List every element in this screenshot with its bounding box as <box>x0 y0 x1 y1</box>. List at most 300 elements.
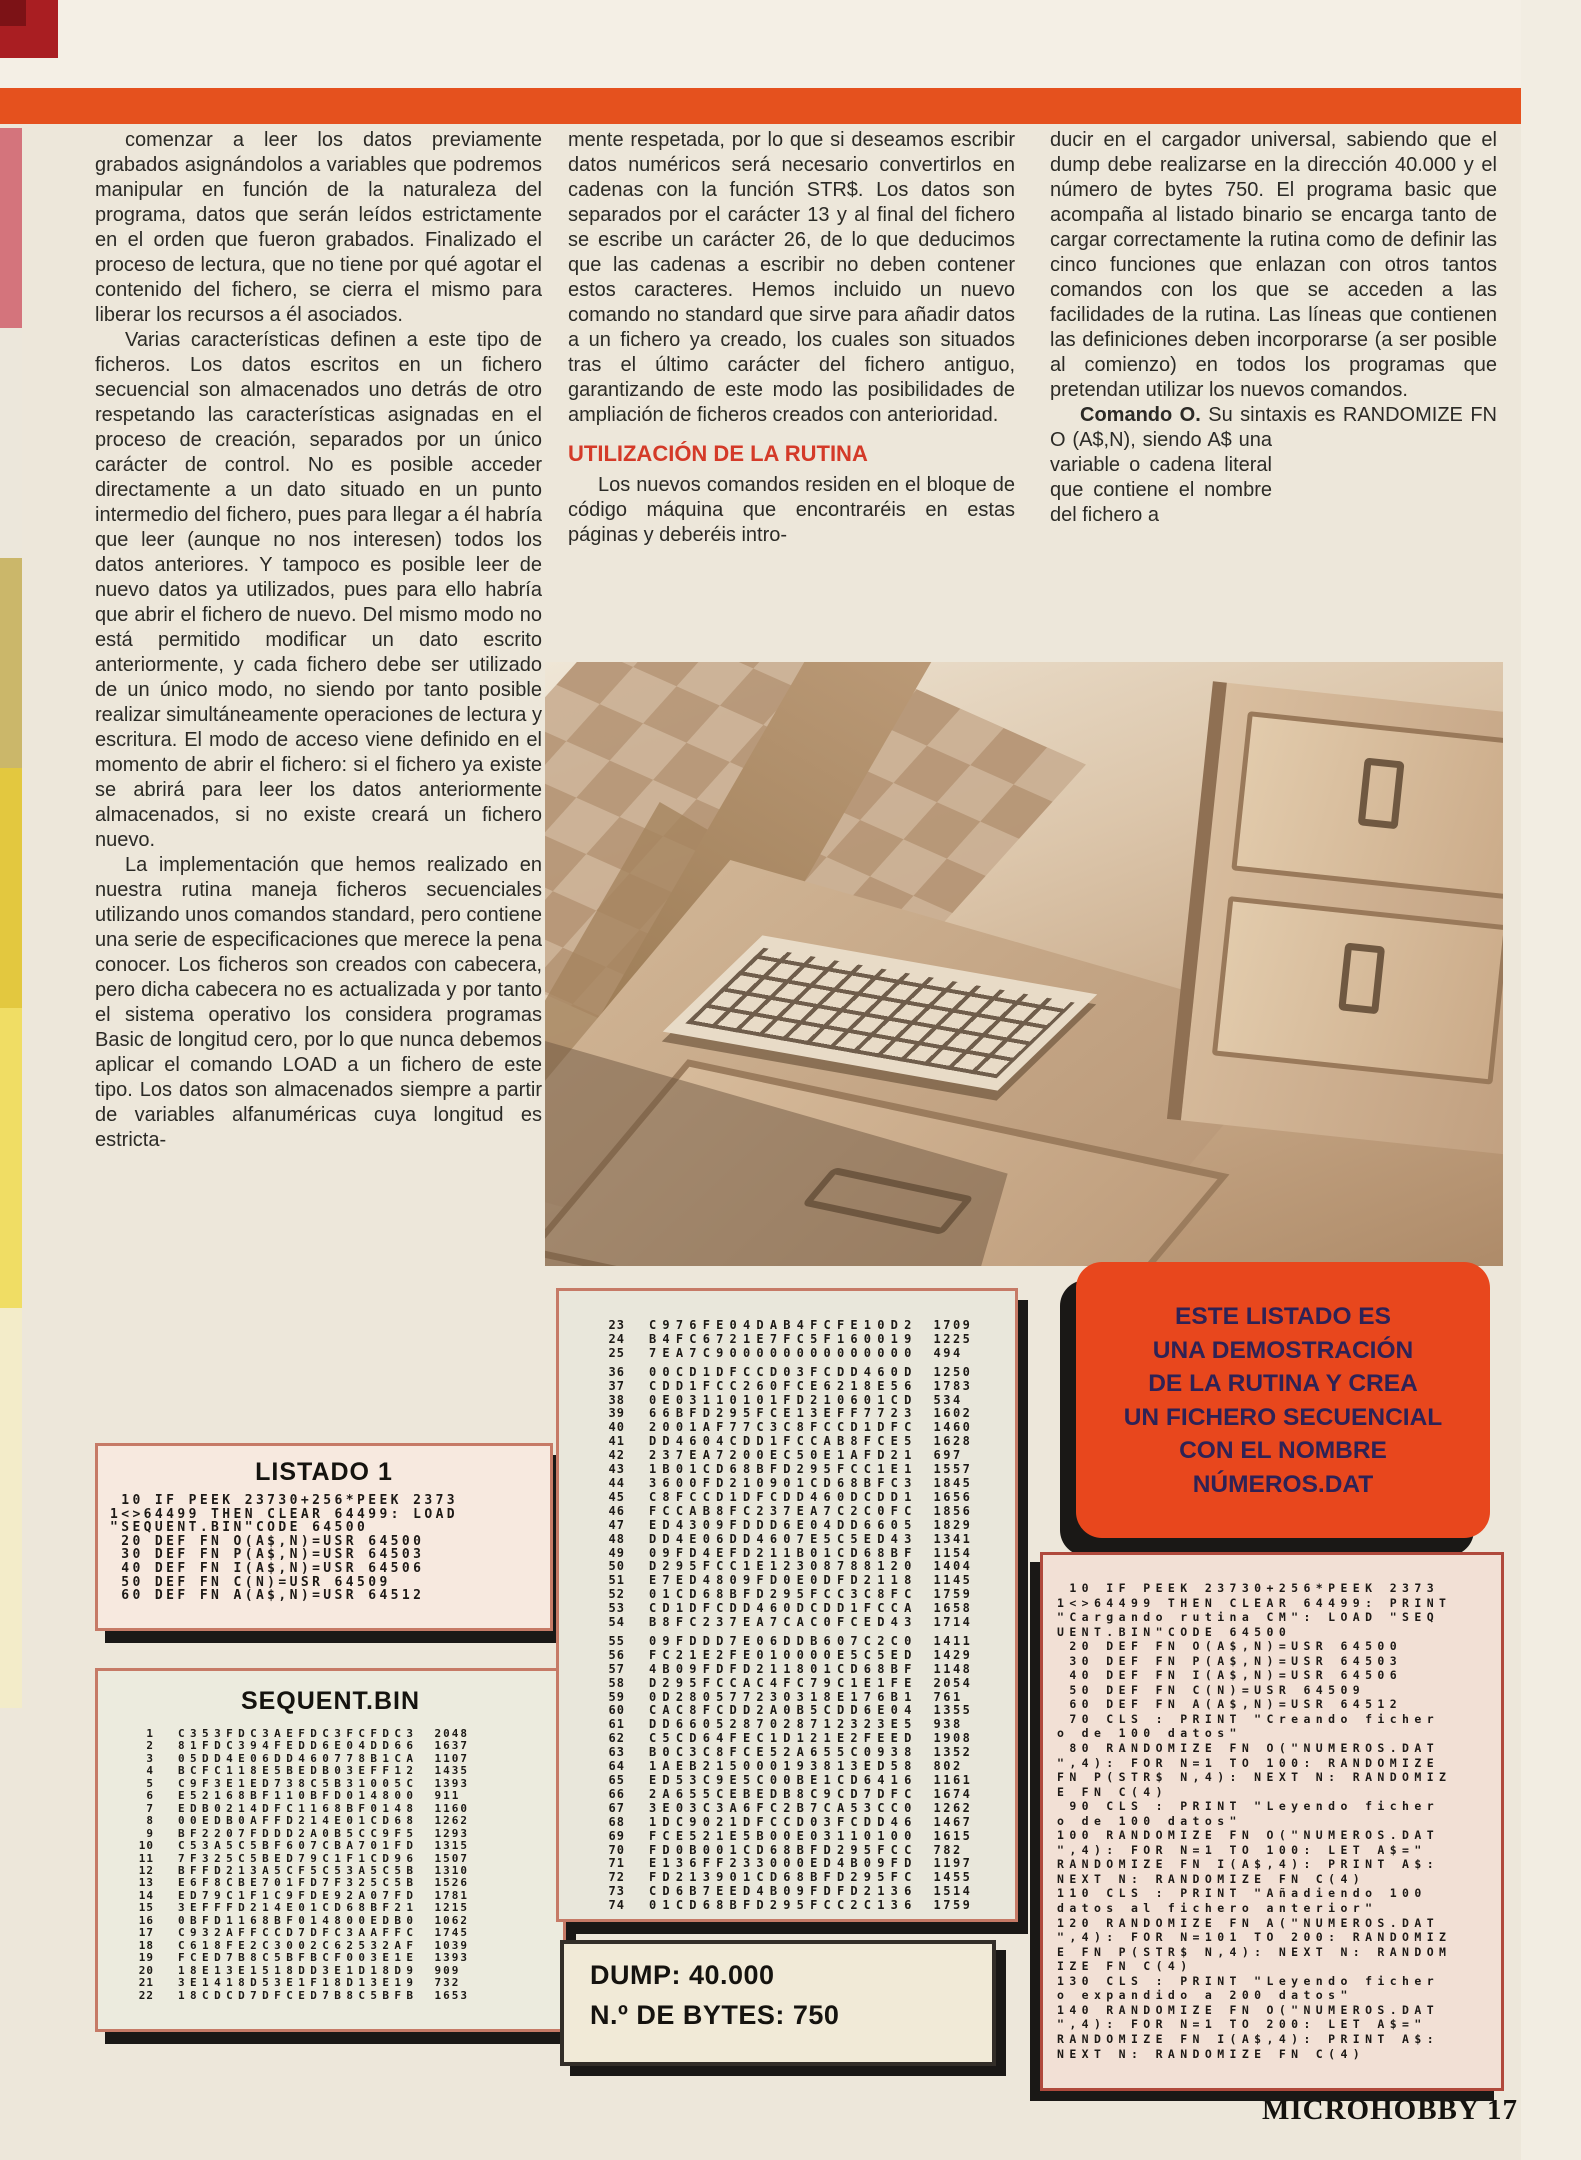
row-number: 15 <box>138 1901 154 1915</box>
row-number: 1 <box>146 1727 154 1740</box>
row-number: 50 <box>608 1559 625 1574</box>
row-checksum: 732 <box>434 1976 461 1990</box>
code-line: 120 RANDOMIZE FN A("NUMEROS.DAT <box>1057 1915 1440 1930</box>
row-number: 4 <box>146 1764 154 1778</box>
row-number: 9 <box>146 1826 154 1840</box>
row-checksum: 1225 <box>933 1331 973 1346</box>
hex-dump-row <box>589 1463 1015 1477</box>
row-hex: C932AFFCCD7DFC3AAFFC <box>178 1926 419 1940</box>
listado1-title: LISTADO 1 <box>255 1458 393 1486</box>
row-hex: 18CDCD7DFCED7B8C5BFB <box>178 1988 419 2002</box>
code-line: 140 RANDOMIZE FN O("NUMEROS.DAT <box>1057 2002 1440 2017</box>
row-checksum: 1653 <box>434 1988 469 2002</box>
row-checksum: 1759 <box>933 1898 973 1913</box>
row-number: 36 <box>608 1364 625 1379</box>
hex-dump-row <box>589 1760 1015 1774</box>
row-checksum: 1341 <box>933 1531 973 1546</box>
row-checksum: 938 <box>933 1717 963 1732</box>
row-number: 56 <box>608 1647 625 1662</box>
code-line: 60 DEF FN A(A$,N)=USR 64512 <box>110 1588 425 1604</box>
row-number: 3 <box>146 1751 154 1765</box>
row-number: 65 <box>608 1773 625 1787</box>
hex-dump-row <box>589 1732 1015 1746</box>
row-number: 7 <box>146 1801 154 1815</box>
top-margin-band <box>0 0 1581 88</box>
row-hex: 0D280577230318E176B1 <box>649 1689 918 1704</box>
row-number: 62 <box>608 1731 625 1746</box>
dump-address-line: DUMP: 40.000 <box>590 1960 775 1990</box>
row-checksum: 1507 <box>434 1851 469 1865</box>
hex-dump-row <box>589 1635 1015 1649</box>
edge-strip-yellow <box>0 768 22 1008</box>
photo-drawer-top <box>1231 711 1503 900</box>
row-checksum: 1148 <box>933 1661 973 1676</box>
row-number: 73 <box>608 1884 625 1899</box>
hex-dump-row <box>589 1435 1015 1449</box>
row-checksum: 1455 <box>933 1870 973 1885</box>
row-hex: FCE521E5B00E03110100 <box>649 1828 918 1843</box>
row-checksum: 1315 <box>434 1839 469 1853</box>
row-hex: FC21E2FE010000E5C5ED <box>649 1647 918 1662</box>
row-number: 40 <box>608 1420 625 1435</box>
row-number: 46 <box>608 1503 625 1518</box>
hex-dump-row <box>589 1366 1015 1380</box>
edge-strip-gold <box>0 1008 22 1308</box>
row-checksum: 1856 <box>933 1503 973 1518</box>
column-2 <box>568 128 1015 548</box>
hex-dump-row <box>589 1718 1015 1732</box>
row-number: 5 <box>146 1776 154 1790</box>
row-hex: C5CD64FEC1D121E2FEED <box>649 1731 918 1746</box>
row-hex: BF2207FDDD2A0B5CC9F5 <box>178 1826 419 1840</box>
code-line: "Cargando rutina CM": LOAD "SEQ <box>1057 1610 1440 1625</box>
row-number: 16 <box>138 1913 154 1927</box>
row-hex: DD6605287028712323E5 <box>649 1717 918 1732</box>
row-number: 17 <box>138 1926 154 1940</box>
row-checksum: 1429 <box>933 1647 973 1662</box>
row-checksum: 1615 <box>933 1828 973 1843</box>
row-checksum: 1714 <box>933 1615 973 1630</box>
row-hex: 00CD1DFCCD03FCDD460D <box>649 1364 918 1379</box>
code-line: ",4): FOR N=1 TO 100: RANDOMIZE <box>1057 1755 1440 1770</box>
row-hex: CAC8FCDD2A0B5CDD6E04 <box>649 1703 918 1718</box>
row-hex: C976FE04DAB4FCFE10D2 <box>649 1318 918 1332</box>
body-paragraph: Varias características definen a este tipo de ficheros. Los datos escritos en un fichero secuencial son almacenados uno detrás de otro respetando las características asignadas en el proceso de creación, separados por un único carácter de control. No es posible acceder directamente a un dato situado en un punto intermedio del fichero, pues para llegar a él habría que leer (aunque no nos interesen) todos los datos anteriores. Y tampoco es posible leer de nuevo datos ya utilizados, pues para ello habría que abrir el fichero de nuevo. Del mismo modo no está permitido modificar un dato escrito anteriormente, y cada fichero debe ser utilizado de un único modo, no siendo por tanto posible realizar simultáneamente operaciones de lectura y escritura. El modo de acceso viene definido en el momento de abrir el fichero: si el fichero ya existe se abrirá para leer los datos anteriormente almacenados, si no existe creará un fichero nuevo. <box>95 329 542 851</box>
code-line: 40 DEF FN I(A$,N)=USR 64506 <box>1057 1668 1403 1683</box>
row-checksum: 1145 <box>933 1573 973 1588</box>
body-paragraph: Los nuevos comandos residen en el bloque de código máquina que encontraréis en estas páginas y deberéis intro- <box>568 474 1015 546</box>
code-line: o de 100 datos" <box>1057 1813 1242 1828</box>
code-line: FN P(STR$ N,4): NEXT N: RANDOMIZ <box>1057 1770 1452 1785</box>
hex-dump-row <box>589 1830 1015 1844</box>
row-hex: 66BFD295FCE13EFF7723 <box>649 1406 918 1421</box>
row-hex: 00EDB0AFFD214E01CD68 <box>178 1814 419 1828</box>
red-corner-inner <box>0 0 26 26</box>
row-checksum: 697 <box>933 1448 963 1463</box>
row-checksum: 1039 <box>434 1938 469 1952</box>
body-paragraph-comando <box>1050 403 1497 528</box>
hex-dump-row <box>589 1505 1015 1519</box>
row-checksum: 1197 <box>933 1856 973 1871</box>
row-checksum: 1759 <box>933 1587 973 1602</box>
row-hex: BCFC118E5BEDB03EFF12 <box>178 1764 419 1778</box>
code-line: 90 CLS : PRINT "Leyendo ficher <box>1057 1799 1440 1814</box>
row-hex: 1B01CD68BFD295FCC1E1 <box>649 1462 918 1477</box>
row-checksum: 2048 <box>434 1727 469 1740</box>
row-hex: 01CD68BFD295FCC2C136 <box>649 1898 918 1913</box>
row-hex: 3E1418D53E1F18D13E19 <box>178 1976 419 1990</box>
hex-dump-row <box>589 1333 1015 1347</box>
code-line: 50 DEF FN C(N)=USR 64509 <box>110 1574 391 1590</box>
row-number: 70 <box>608 1842 625 1857</box>
code-line: 80 RANDOMIZE FN O("NUMEROS.DAT <box>1057 1741 1440 1756</box>
code-line: "SEQUENT.BIN"CODE 64500 <box>110 1520 369 1536</box>
hex-dump-row <box>589 1677 1015 1691</box>
row-number: 59 <box>608 1689 625 1704</box>
row-checksum: 1845 <box>933 1475 973 1490</box>
edge-strip-pink <box>0 128 22 328</box>
row-checksum: 761 <box>933 1689 963 1704</box>
row-number: 37 <box>608 1378 625 1393</box>
row-checksum: 782 <box>933 1842 963 1857</box>
promo-line: ESTE LISTADO ES <box>1175 1303 1391 1330</box>
body-paragraph: comenzar a leer los datos previamente grabados asignándolos a variables que podremos manipular en función de la naturaleza del programa, datos que serán leídos estrictamente en el orden que fueron grabados. Finalizado el proceso de lectura, que no tiene por qué agotar el contenido del fichero, se cierra el mismo para liberar los recursos a él asociados. <box>95 129 542 326</box>
edge-strip-khaki <box>0 558 22 768</box>
row-checksum: 911 <box>434 1789 461 1803</box>
photo-cabinet <box>1167 681 1503 1155</box>
row-number: 53 <box>608 1601 625 1616</box>
row-hex: E136FF233000ED4B09FD <box>649 1856 918 1871</box>
hex-dump-row <box>589 1746 1015 1760</box>
row-number: 67 <box>608 1800 625 1815</box>
hex-dump-row <box>589 1519 1015 1533</box>
hex-dump-row <box>589 1491 1015 1505</box>
hex-dump-row <box>589 1649 1015 1663</box>
row-number: 19 <box>138 1951 154 1965</box>
code-line: 110 CLS : PRINT "Añadiendo 100 <box>1057 1886 1427 1901</box>
row-checksum: 494 <box>933 1345 963 1360</box>
row-checksum: 1435 <box>434 1764 469 1778</box>
row-checksum: 1062 <box>434 1913 469 1927</box>
row-number: 71 <box>608 1856 625 1871</box>
hex-dump-row <box>124 1927 563 1939</box>
photo-drawer-handle-icon <box>1358 758 1405 830</box>
row-checksum: 1411 <box>933 1633 973 1648</box>
row-number: 2 <box>146 1739 154 1753</box>
hex-dump-row <box>589 1319 1015 1333</box>
row-number: 23 <box>608 1318 625 1332</box>
row-number: 61 <box>608 1717 625 1732</box>
row-checksum: 1514 <box>933 1884 973 1899</box>
body-paragraph: ducir en el cargador universal, sabiendo que el dump debe realizarse en la dirección 40.000 y el número de bytes 750. El programa basic que acompaña al listado binario se encarga tanto de cargar correctamente la rutina como de definir las cinco funciones que enlazan con otros tantos comandos con los que se acceden a las facilidades de la rutina. Las líneas que contienen las definiciones deben incorporarse (a ser posible al comienzo) en todos los programas que pretendan utilizar los nuevos comandos. <box>1050 129 1497 401</box>
row-checksum: 2054 <box>933 1675 973 1690</box>
row-hex: 3EFFFD214E01CD68BF21 <box>178 1901 419 1915</box>
row-hex: CD1DFCDD460DCDD1FCCA <box>649 1601 918 1616</box>
demo-listing-code <box>1043 1555 1501 2061</box>
row-hex: B8FC237EA7CAC0FCED43 <box>649 1615 918 1630</box>
promo-box <box>1076 1262 1490 1538</box>
row-number: 55 <box>608 1633 625 1648</box>
row-checksum: 1352 <box>933 1745 973 1760</box>
row-number: 38 <box>608 1392 625 1407</box>
code-line: 50 DEF FN C(N)=USR 64509 <box>1057 1682 1366 1697</box>
row-checksum: 1781 <box>434 1888 469 1902</box>
hex-dump-row <box>589 1844 1015 1858</box>
code-line: 60 DEF FN A(A$,N)=USR 64512 <box>1057 1697 1403 1712</box>
hex-dump-row <box>589 1663 1015 1677</box>
section-heading: UTILIZACIÓN DE LA RUTINA <box>568 441 868 466</box>
row-checksum: 1557 <box>933 1462 973 1477</box>
row-checksum: 1829 <box>933 1517 973 1532</box>
row-number: 45 <box>608 1489 625 1504</box>
body-paragraph: La implementación que hemos realizado en nuestra rutina maneja ficheros secuenciales utilizando unos comandos standard, pero contiene una serie de especificaciones que merece la pena conocer. Los ficheros son creados con cabecera, pero dicha cabecera no es actualizada y por tanto el sistema operativo los considera programas Basic de longitud cero, por lo que nunca debemos aplicar el comando LOAD a un fichero de este tipo. Los datos son almacenados siempre a partir de variables alfanuméricas cuya longitud es estricta- <box>95 854 542 1151</box>
code-line: ",4): FOR N=1 TO 200: LET A$=" <box>1057 2017 1427 2032</box>
row-number: 43 <box>608 1462 625 1477</box>
row-number: 11 <box>138 1851 154 1865</box>
row-checksum: 1154 <box>933 1545 973 1560</box>
row-hex: C618FE2C3002C62532AF <box>178 1938 419 1952</box>
hex-dump-row <box>124 1815 563 1827</box>
row-number: 63 <box>608 1745 625 1760</box>
row-hex: D295FCC1E12308788120 <box>649 1559 918 1574</box>
row-checksum: 1745 <box>434 1926 469 1940</box>
row-number: 10 <box>138 1839 154 1853</box>
row-hex: EDB0214DFC1168BF0148 <box>178 1801 419 1815</box>
row-number: 20 <box>138 1963 154 1977</box>
row-number: 51 <box>608 1573 625 1588</box>
row-hex: CDD1FCC260FCE6218E56 <box>649 1378 918 1393</box>
row-number: 42 <box>608 1448 625 1463</box>
code-line: datos al fichero anterior" <box>1057 1901 1378 1916</box>
row-number: 12 <box>138 1863 154 1877</box>
row-number: 47 <box>608 1517 625 1532</box>
row-hex: ED53C9E5C00BE1CD6416 <box>649 1773 918 1787</box>
row-checksum: 1658 <box>933 1601 973 1616</box>
sequent-bin-title: SEQUENT.BIN <box>240 1687 421 1715</box>
row-hex: 4B09FDFD211801CD68BF <box>649 1661 918 1676</box>
row-number: 22 <box>138 1988 154 2002</box>
row-number: 60 <box>608 1703 625 1718</box>
row-hex: FCED7B8C5BFBCF003E1E <box>178 1951 419 1965</box>
row-checksum: 1460 <box>933 1420 973 1435</box>
hex-dump-box <box>556 1288 1018 1922</box>
row-number: 6 <box>146 1789 154 1803</box>
row-number: 8 <box>146 1814 154 1828</box>
hex-dump-row <box>589 1380 1015 1394</box>
hex-dump-row <box>589 1704 1015 1718</box>
row-hex: 0BFD1168BF014800EDB0 <box>178 1913 419 1927</box>
row-hex: 81FDC394FEDD6E04DD66 <box>178 1739 419 1753</box>
row-hex: E52168BF110BFD014800 <box>178 1789 419 1803</box>
row-number: 14 <box>138 1888 154 1902</box>
row-number: 69 <box>608 1828 625 1843</box>
code-line: 30 DEF FN P(A$,N)=USR 64503 <box>110 1547 425 1563</box>
code-line: o de 100 datos" <box>1057 1726 1242 1741</box>
row-hex: 09FDDD7E06DDB607C2C0 <box>649 1633 918 1648</box>
hex-dump-row <box>124 1840 563 1852</box>
dump-bytes-line: N.º DE BYTES: 750 <box>590 2000 840 2030</box>
hex-dump-row <box>124 1765 563 1777</box>
orange-header-bar <box>0 88 1581 124</box>
listado1-code <box>98 1487 550 1603</box>
code-line: ",4): FOR N=101 TO 200: RANDOMIZ <box>1057 1930 1452 1945</box>
promo-line: UNA DEMOSTRACIÓN <box>1152 1336 1414 1364</box>
hex-dump-row <box>124 1990 563 2002</box>
row-number: 24 <box>608 1331 625 1346</box>
hex-dump-row <box>589 1616 1015 1630</box>
row-checksum: 1674 <box>933 1786 973 1801</box>
code-line: 1<>64499 THEN CLEAR 64499: PRINT <box>1057 1595 1452 1610</box>
hex-dump-row <box>589 1449 1015 1463</box>
comando-o-text-2: siendo A$ una variable o cadena literal que contiene el nombre del fichero a <box>1050 429 1273 526</box>
row-number: 64 <box>608 1759 625 1774</box>
row-checksum: 1637 <box>434 1739 469 1753</box>
row-number: 57 <box>608 1661 625 1676</box>
code-line: NEXT N: RANDOMIZE FN C(4) <box>1057 1871 1366 1886</box>
row-hex: 2A655CEBEDB8C9CD7DFC <box>649 1786 918 1801</box>
row-hex: C353FDC3AEFDC3FCFDC3 <box>178 1727 419 1740</box>
code-line: UENT.BIN"CODE 64500 <box>1057 1624 1292 1639</box>
promo-line: CON EL NOMBRE <box>1179 1437 1387 1464</box>
promo-line: UN FICHERO SECUENCIAL <box>1123 1403 1443 1431</box>
row-number: 13 <box>138 1876 154 1890</box>
row-checksum: 1107 <box>434 1751 469 1765</box>
row-checksum: 1262 <box>434 1814 469 1828</box>
hex-dump-row <box>589 1560 1015 1574</box>
photo-wrap-shim <box>1272 428 1497 588</box>
row-hex: ED79C1F1C9FDE92A07FD <box>178 1888 419 1902</box>
code-line: 100 RANDOMIZE FN O("NUMEROS.DAT <box>1057 1828 1440 1843</box>
row-checksum: 1602 <box>933 1406 973 1421</box>
row-checksum: 1160 <box>434 1801 469 1815</box>
code-line: IZE FN C(4) <box>1057 1959 1193 1974</box>
row-number: 48 <box>608 1531 625 1546</box>
row-hex: 3600FD210901CD68BFC3 <box>649 1475 918 1490</box>
code-line: 10 IF PEEK 23730+256*PEEK 2373 <box>1057 1581 1440 1595</box>
row-checksum: 1656 <box>933 1489 973 1504</box>
hex-dump-row <box>589 1871 1015 1885</box>
comando-o-text-1: Su sintaxis es RANDOMIZE FN O (A$,N), <box>1050 404 1497 451</box>
row-hex: E7ED4809FD0E0DFD2118 <box>649 1573 918 1588</box>
hex-dump-row <box>589 1691 1015 1705</box>
hex-dump-row <box>589 1533 1015 1547</box>
row-hex: E6F8CBE701FD7F325C5B <box>178 1876 419 1890</box>
hex-dump-row <box>589 1407 1015 1421</box>
row-hex: FD0B001CD68BFD295FCC <box>649 1842 918 1857</box>
dump-info-box <box>560 1940 996 2066</box>
page-footer: MICROHOBBY 17 <box>1262 2094 1519 2126</box>
row-number: 72 <box>608 1870 625 1885</box>
code-line: NEXT N: RANDOMIZE FN C(4) <box>1057 2046 1366 2061</box>
row-hex: 18E13E1518DD3E1D18D9 <box>178 1963 419 1977</box>
hex-dump-rows <box>559 1291 1015 1913</box>
hex-dump-row <box>589 1574 1015 1588</box>
row-hex: 05DD4E06DD460778B1CA <box>178 1751 419 1765</box>
row-number: 41 <box>608 1434 625 1449</box>
hex-dump-row <box>589 1477 1015 1491</box>
code-line: 30 DEF FN P(A$,N)=USR 64503 <box>1057 1653 1403 1668</box>
hex-dump-row <box>589 1547 1015 1561</box>
row-hex: C53A5C5BF607CBA701FD <box>178 1839 419 1853</box>
photo-drawer-handle-icon <box>1338 942 1385 1014</box>
hex-dump-row <box>589 1857 1015 1871</box>
row-number: 21 <box>138 1976 154 1990</box>
row-checksum: 1262 <box>933 1800 973 1815</box>
hex-dump-row <box>589 1421 1015 1435</box>
row-hex: FD213901CD68BFD295FC <box>649 1870 918 1885</box>
row-hex: D295FCCAC4FC79C1E1FE <box>649 1675 918 1690</box>
row-checksum: 1215 <box>434 1901 469 1915</box>
hex-dump-row <box>124 1902 563 1914</box>
row-hex: 237EA7200EC50E1AFD21 <box>649 1448 918 1463</box>
hex-dump-row <box>589 1774 1015 1788</box>
sequent-bin-rows <box>98 1728 563 2002</box>
code-line: 130 CLS : PRINT "Leyendo ficher <box>1057 1973 1440 1988</box>
row-checksum: 1293 <box>434 1826 469 1840</box>
code-line: 40 DEF FN I(A$,N)=USR 64506 <box>110 1560 425 1576</box>
hex-dump-row <box>124 1952 563 1964</box>
red-corner-block <box>0 0 58 58</box>
row-checksum: 1393 <box>434 1951 469 1965</box>
listado1-box <box>95 1443 553 1631</box>
code-line: o expandido a 200 datos" <box>1057 1988 1353 2003</box>
row-checksum: 909 <box>434 1963 461 1977</box>
row-checksum: 1310 <box>434 1863 469 1877</box>
body-paragraph: mente respetada, por lo que si deseamos escribir datos numéricos será necesario convertirlos en cadenas con la función STR$. Los datos son separados por el carácter 13 y al final del fichero se escribe un carácter 26, de lo que deducimos que las cadenas a escribir no deben contener estos caracteres. Hemos incluido un nuevo comando no standard que sirve para añadir datos a un fichero ya creado, los cuales son situados tras el último carácter del fichero antiguo, garantizando de este modo las posibilidades de ampliación de ficheros creados con anterioridad. <box>568 129 1015 426</box>
row-number: 49 <box>608 1545 625 1560</box>
code-line: RANDOMIZE FN I(A$,4): PRINT A$: <box>1057 1857 1440 1872</box>
row-number: 18 <box>138 1938 154 1952</box>
row-checksum: 1161 <box>933 1773 973 1787</box>
column-1 <box>95 128 542 1153</box>
row-number: 52 <box>608 1587 625 1602</box>
hex-dump-row <box>589 1885 1015 1899</box>
row-number: 58 <box>608 1675 625 1690</box>
comando-o-lead: Comando O. <box>1080 404 1201 426</box>
row-hex: 01CD68BFD295FCC3C8FC <box>649 1587 918 1602</box>
row-hex: DD4604CDD1FCCAB8FCE5 <box>649 1434 918 1449</box>
photo-drawer-bottom <box>1212 896 1503 1085</box>
edge-strip-white <box>0 328 22 558</box>
column-3 <box>1050 128 1497 588</box>
row-checksum: 1628 <box>933 1434 973 1449</box>
hex-dump-row <box>124 1977 563 1989</box>
row-number: 68 <box>608 1814 625 1829</box>
code-line: 1<>64499 THEN CLEAR 64499: LOAD <box>110 1506 459 1522</box>
row-hex: C8FCCD1DFCDD460DCDD1 <box>649 1489 918 1504</box>
code-line: 10 IF PEEK 23730+256*PEEK 2373 <box>110 1493 459 1508</box>
code-line: 20 DEF FN O(A$,N)=USR 64500 <box>1057 1639 1403 1654</box>
row-checksum: 1908 <box>933 1731 973 1746</box>
row-number: 44 <box>608 1475 625 1490</box>
promo-line: DE LA RUTINA Y CREA <box>1148 1370 1418 1397</box>
row-checksum: 1404 <box>933 1559 973 1574</box>
row-number: 66 <box>608 1786 625 1801</box>
row-hex: 09FD4EFD211B01CD68BF <box>649 1545 918 1560</box>
code-line: E FN C(4) <box>1057 1784 1168 1799</box>
row-hex: 1AEB215000193813ED58 <box>649 1759 918 1774</box>
hex-dump-row <box>589 1588 1015 1602</box>
row-number: 74 <box>608 1898 625 1913</box>
sequent-bin-box <box>95 1668 566 2032</box>
hex-dump-row <box>589 1816 1015 1830</box>
code-line: 20 DEF FN O(A$,N)=USR 64500 <box>110 1533 425 1549</box>
code-line: RANDOMIZE FN I(A$,4): PRINT A$: <box>1057 2031 1440 2046</box>
row-hex: 3E03C3A6FC2B7CA53CC0 <box>649 1800 918 1815</box>
row-hex: C9F3E1ED738C5B31005C <box>178 1776 419 1790</box>
row-hex: 1DC9021DFCCD03FCDD46 <box>649 1814 918 1829</box>
row-hex: BFFD213A5CF5C53A5C5B <box>178 1863 419 1877</box>
